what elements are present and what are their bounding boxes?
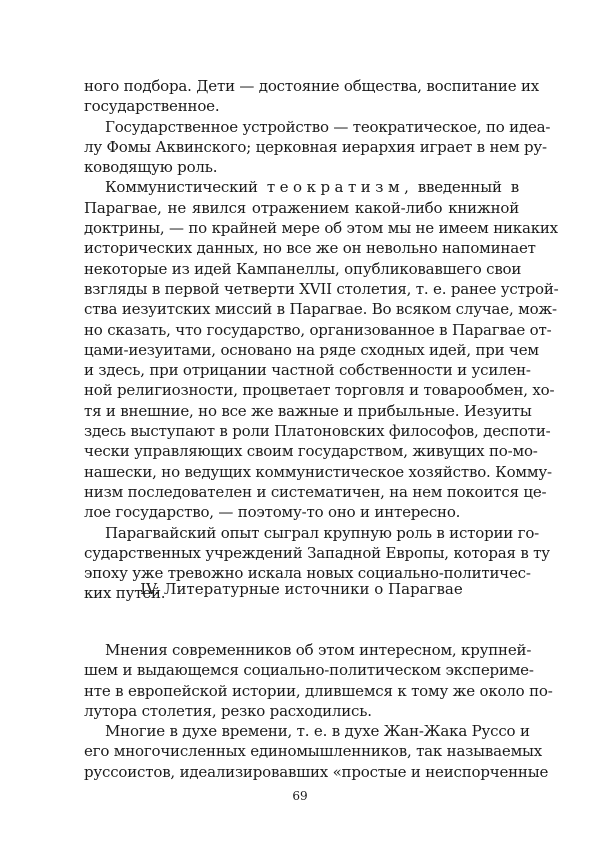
text-line: тя и внешние, но все же важные и прибыльные. Иезуиты [84, 401, 532, 420]
text-line: шем и выдающемся социально-политическом экспериме- [84, 661, 534, 680]
text-line: его многочисленных единомышленников, так называемых [84, 742, 543, 761]
text-line: взгляды в первой четверти XVII столетия, т. е. ранее устрой- [84, 279, 559, 298]
text-line: лу Фомы Аквинского; церковная иерархия играет в нем ру- [84, 137, 547, 156]
text-line [84, 177, 519, 197]
text-line: нте в европейской истории, длившемся к тому же около по- [84, 681, 553, 700]
text-line: ства иезуитских миссий в Парагвае. Во всяком случае, мож- [84, 300, 557, 319]
text-line: исторических данных, но все же он невольно напоминает [84, 239, 536, 258]
body-text-continued [84, 640, 553, 782]
text-line: здесь выступают в роли Платоновских философов, деспоти- [84, 422, 551, 441]
text-line: но сказать, что государство, организованное в Парагвае от- [84, 320, 552, 339]
text-line: Многие в духе времени, т. е. в духе Жан-Жака Руссо и [105, 722, 530, 741]
text-line: чески управляющих своим государством, живущих по-мо- [84, 442, 538, 461]
text-line: ного подбора. Дети — достояние общества, воспитание их [84, 77, 540, 95]
body-text [84, 76, 559, 604]
section-heading: IV. Литературные источники о Парагвае [140, 580, 463, 598]
spaced-term: теократизм [266, 178, 405, 197]
text-line: Государственное устройство — теократическое, по идеа- [105, 117, 551, 136]
text-line: руссоистов, идеализировавших «простые и неиспорченные [84, 762, 549, 781]
text-line: лутора столетия, резко расходились. [84, 701, 372, 720]
text-line: некоторые из идей Кампанеллы, опубликовавшего свои [84, 259, 522, 278]
text-line: государственное. [84, 97, 220, 116]
text-line: ной религиозности, процветает торговля и товарообмен, хо- [84, 381, 555, 400]
text-line: Парагвае, не явился отражением какой-либо книжной [84, 198, 519, 217]
text-line: сударственных учреждений Западной Европы, которая в ту [84, 543, 550, 562]
text-line: доктрины, — по крайней мере об этом мы не имеем никаких [84, 219, 558, 238]
text-line: Мнения современников об этом интересном, крупней- [105, 641, 532, 659]
text-line: ководящую роль. [84, 158, 218, 177]
text-fragment: , введенный в [404, 178, 519, 197]
text-line: ких путей. [84, 584, 166, 603]
text-line: Парагвайский опыт сыграл крупную роль в истории го- [105, 523, 540, 542]
text-line: низм последователен и систематичен, на нем покоится це- [84, 482, 547, 501]
text-line: эпоху уже тревожно искала новых социально-политичес- [84, 564, 531, 583]
text-line: лое государство, — поэтому-то оно и интересно. [84, 503, 461, 522]
text-line: цами-иезуитами, основано на ряде сходных идей, при чем [84, 340, 539, 359]
page-number: 69 [292, 789, 308, 803]
text-fragment: Коммунистический [105, 178, 267, 197]
text-line: и здесь, при отрицании частной собственности и усилен- [84, 361, 531, 380]
text-line: нашески, но ведущих коммунистическое хозяйство. Комму- [84, 462, 552, 481]
